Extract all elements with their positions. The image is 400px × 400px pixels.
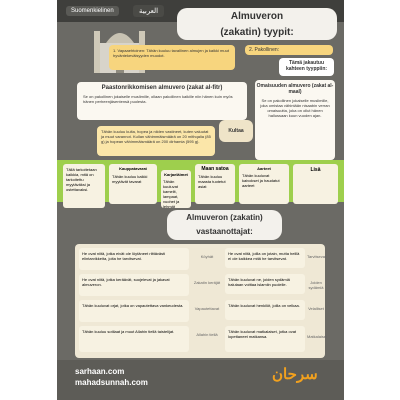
recipient-text: Tähän kuuluvat matkalaiset, jotka ovat lopettaneet matkansa.: [228, 329, 297, 339]
recipient-text: Tähän kuuluvat henkilöt, joilla on velkaa.: [228, 303, 300, 308]
crops-text: Tähän kuuluu maasta tuotetut asiat: [198, 174, 226, 189]
recipient-label: Joiden sydämiä: [308, 280, 324, 290]
recipient-item-right-2: [225, 274, 305, 294]
crops-label: Maan satoa: [201, 166, 229, 172]
recipient-text: Tähän kuuluu sotilaat ja muut Allahin tiellä taistelijat.: [82, 329, 175, 334]
website-link-1[interactable]: sarhaan.com: [75, 367, 125, 376]
title-box: [177, 8, 337, 40]
gold-label: Kultaa: [219, 120, 253, 142]
recipient-item-right-1: [225, 248, 305, 268]
trade-label: Kauppatavarat: [119, 166, 147, 171]
footer-websites: [75, 366, 148, 388]
recipient-label: Köyhät: [200, 254, 214, 259]
gold-box: [97, 126, 215, 156]
page-title-line1: Almuveron: [230, 11, 284, 22]
voluntary-text: 1. Vapaaehtoinen: Tähän kuuluu tavallinen almujen ja kaikki muut hyväntekeväisyyden muodot.: [113, 48, 229, 58]
extra-card: [63, 164, 105, 208]
recipient-item-right-3: [225, 300, 305, 320]
livestock-text: Tähän kuuluvat kamelit, lampaat, vuohet ja lehmät: [163, 179, 180, 209]
fitr-box: [77, 82, 247, 120]
extra-label: Lisä: [310, 167, 321, 173]
fitr-desc: Se on pakollinen jokaiselle muslimille, ollaan pakollinen kaikille niin hänen kuin myös hänen perheenjäsentensä puolesta.: [83, 94, 233, 104]
fitr-title: Paastonrikkomisen almuvero (zakat al-fitr): [101, 85, 223, 91]
recipient-item-left-2: [79, 274, 189, 296]
recipient-text: Tähän kuuluvat orjat, jotka on vapautettava vankeudesta.: [82, 303, 184, 308]
recipient-text: He ovat niitä, jotka keräävät, suojelevat ja jakavat almuveron.: [82, 277, 170, 287]
language-arabic-tab[interactable]: العربية: [133, 5, 164, 17]
treasure-text: Tähän kuuluvat kaivokset ja haudatut aarteet: [242, 173, 280, 188]
obligatory-box: [245, 45, 333, 55]
recipient-label: Zakatin keräjät: [193, 280, 221, 285]
recipient-text: Tähän kuuluvat ne, joiden sydämiä halutaan voittaa islamiin puolelle.: [228, 277, 290, 287]
sarhaan-logo: سرحان: [272, 366, 318, 383]
recipient-label: Vapautettavat: [194, 306, 220, 311]
page-title-line2: (zakatin) tyypit:: [220, 27, 294, 38]
recipient-text: He ovat niitä, jotka eivät ole löytäneet riittävästi elintarvikkeita, joita he tarvitsevat.: [82, 251, 166, 261]
split-text: Tämä jakautuu kahteen tyyppiin:: [285, 60, 328, 72]
website-link-2[interactable]: mahadsunnah.com: [75, 378, 148, 387]
recipient-text: He ovat niitä, joilla on jotain, mutta heillä ei ole kaikkea mitä he tarvitsevat.: [228, 251, 300, 261]
recipients-title-box: [167, 210, 282, 240]
recipient-label: Tarvitsevat: [307, 254, 327, 259]
obligatory-text: 2. Pakollinen:: [249, 47, 280, 53]
split-box: [279, 58, 334, 76]
poster: [57, 0, 344, 400]
recipient-label: Allahin tiellä: [196, 332, 218, 337]
recipient-item-left-1: [79, 248, 189, 270]
voluntary-box: [109, 45, 235, 70]
recipient-label: Velalliset: [308, 306, 324, 311]
recipient-item-left-4: [79, 326, 189, 352]
maal-title: Omaisuuden almuvero (zakat al-maal): [256, 83, 334, 95]
trade-text: Tähän kuuluu kaikki myytävät tavarat: [112, 174, 148, 184]
crops-card: [195, 164, 235, 204]
maal-desc: Se on pakollinen jokaiselle muslimille, joka omistaa vähintään nisaabin verran omaisuutta, joka on ollut hänen hallussaan kuun vuoden ajan.: [260, 98, 330, 118]
treasure-label: Aarteet: [257, 166, 271, 171]
language-finnish-tab[interactable]: Suomenkielinen: [66, 6, 119, 16]
extra-label-card: [293, 164, 338, 204]
treasure-card: [239, 164, 289, 204]
livestock-label: Karjaeläimet: [164, 172, 188, 177]
extra-text: Tällä tarkoitetaan kaikkia, mitä on tarkoitettu myytäväksi ja ostettavaksi.: [66, 167, 97, 192]
maal-box: [255, 80, 335, 160]
recipient-item-left-3: [79, 300, 189, 322]
recipient-item-right-4: [225, 326, 305, 352]
livestock-card: [161, 170, 191, 208]
recipients-title-line1: Almuveron (zakatin): [186, 213, 263, 222]
trade-card: [109, 164, 157, 204]
recipient-label: Matkalaiset: [307, 334, 328, 339]
gold-text: Tähän kuuluu kulta, hopea ja niiden vastineet, kuten valuutat ja muut varannot. Kullan vähimmäismäärä on 20 mithqalia (85 g) ja hopean vähimmäismäärä on 200 dirhamia (595 g).: [101, 129, 211, 144]
recipients-title-line2: vastaanottajat:: [196, 227, 253, 236]
